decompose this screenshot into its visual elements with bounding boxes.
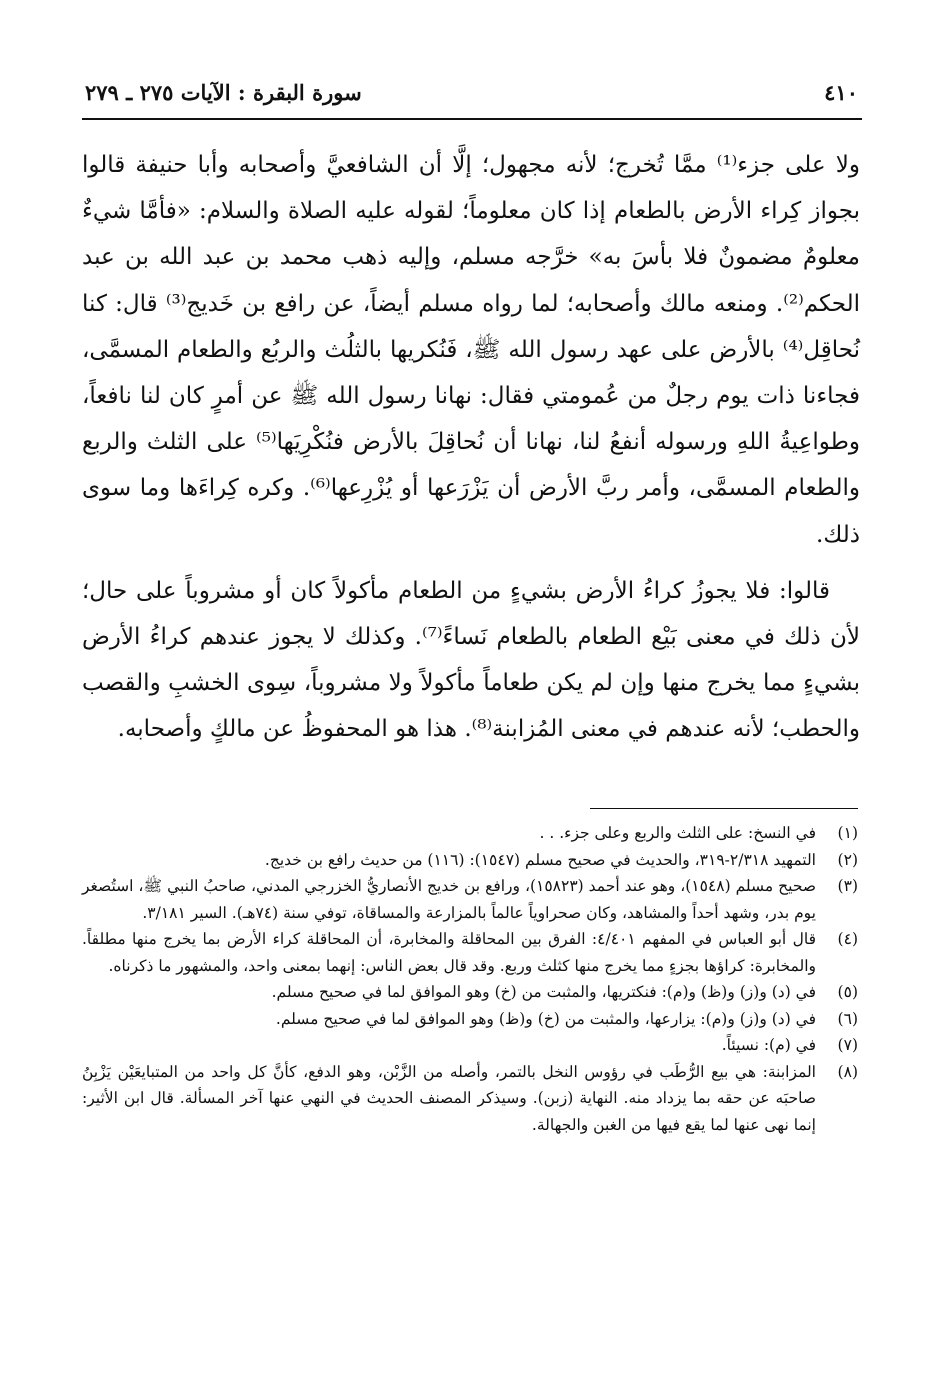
page-header [85, 60, 858, 124]
footnote-text: في النسخ: على الثلث والربع وعلى جزء. . . [539, 824, 816, 842]
footnote [82, 1032, 858, 1059]
footnote-number: (١) [837, 824, 858, 842]
footnote-number: (٦) [837, 1009, 858, 1028]
main-text [82, 142, 860, 753]
footnote-number: (٣) [837, 877, 858, 895]
footnote-number: (٧) [837, 1036, 858, 1054]
footnote-text: في (د) و(ز) و(م): يزارعها، والمثبت من (خ) و(ظ) وهو الموافق لما في صحيح مسلم. [275, 1009, 816, 1028]
footnote [82, 847, 858, 874]
paragraph: قالوا: فلا يجوزُ كراءُ الأرض بشيءٍ من الطعام مأكولاً كان أو مشروباً على حال؛ لأن ذلك في معنى بَيْع الطعام بالطعام نَساءً⁽⁷⁾. وكذلك لا يجوز عندهم كراءُ الأرض بشيءٍ مما يخرج منها وإن لم يكن طعاماً مأكولاً ولا مشروباً، سِوى الخشبِ والقصب والحطب؛ لأنه عندهم في معنى المُزابنة⁽⁸⁾. هذا هو المحفوظُ عن مالكٍ وأصحابه. [82, 577, 860, 743]
footnote [82, 979, 858, 1006]
footnote [82, 820, 858, 847]
footnote-number: (٤) [837, 930, 858, 948]
footnote [82, 873, 858, 926]
paragraph: ولا على جزء⁽¹⁾ ممَّا تُخرج؛ لأنه مجهول؛ إلَّا أن الشافعيَّ وأصحابه وأبا حنيفة قالوا بجواز كِراء الأرض بالطعام إذا كان معلوماً؛ لقوله عليه الصلاة والسلام: «فأمَّا شيءٌ معلومٌ مضمونٌ فلا بأسَ به» خرَّجه مسلم، وإليه ذهب محمد بن عبد الله بن عبد الحكم⁽²⁾. ومنعه مالك وأصحابه؛ لما رواه مسلم أيضاً، عن رافع بن خَديج⁽³⁾ قال: كنا نُحاقِل⁽⁴⁾ بالأرض على عهد رسول الله ﷺ، فَنُكريها بالثلُث والربُع والطعام المسمَّى، فجاءنا ذات يوم رجلٌ من عُمومتي فقال: نهانا رسول الله ﷺ عن أمرٍ كان لنا نافعاً، وطواعِيةُ اللهِ ورسوله أنفعُ لنا، نهانا أن نُحاقِلَ بالأرض فنُكْرِيَها⁽⁵⁾ على الثلث والربع والطعام المسمَّى، وأمر ربَّ الأرض أن يَزْرَعها أو يُزْرِعها⁽⁶⁾. وكره كِراءَها وما سوى ذلك. [82, 152, 861, 548]
footnote [82, 1059, 858, 1139]
page-number: ٤١٠ [824, 79, 858, 105]
footnote-number: (٥) [837, 983, 858, 1001]
footnote [82, 1006, 858, 1033]
header-rule [82, 118, 862, 120]
footnote-text: المزابنة: هي بيع الرُّطَب في رؤوس النخل بالتمر، وأصله من الزَّبْن، وهو الدفع، كأنَّ كل واحد من المتبايعَيْن يَزْبِنُ صاحبَه عن حقه بما يزداد منه. النهاية (زبن). وسيذكر المصنف الحديث في النهي عنها آخر المسألة. قال ابن الأثير: إنما نهى عنها لما يقع فيها من الغبن والجهالة. [82, 1062, 816, 1134]
footnote-number: (٨) [837, 1062, 858, 1081]
running-title: سورة البقرة : الآيات ٢٧٥ ـ ٢٧٩ [85, 79, 362, 105]
footnote-text: في (م): نسيئاً. [721, 1036, 816, 1054]
footnotes [82, 820, 858, 1138]
footnote-number: (٢) [837, 850, 858, 869]
footnote-text: التمهيد ٢/٣١٨-٣١٩، والحديث في صحيح مسلم (١٥٤٧): (١١٦) من حديث رافع بن خديج. [264, 850, 816, 869]
footnote-text: صحيح مسلم (١٥٤٨)، وهو عند أحمد (١٥٨٢٣)، ورافع بن خديج الأنصاريُّ الخزرجي المدني، صاحبُ النبي ﷺ، استُصغر يوم بدر، وشهد أحداً والمشاهد، وكان صحراوياً عالماً بالمزارعة والمساقاة، توفي سنة (٧٤هـ). السير ٣/١٨١. [82, 877, 816, 922]
footnote-text: في (د) و(ز) و(ظ) و(م): فنكتريها، والمثبت من (خ) وهو الموافق لما في صحيح مسلم. [271, 983, 816, 1001]
footnote-text: قال أبو العباس في المفهم ٤/٤٠١: الفرق بين المحاقلة والمخابرة، أن المحاقلة كراء الأرض بما يخرج منها مطلقاً. والمخابرة: كراؤها بجزءٍ مما يخرج منها كثلث وربع. وقد قال بعض الناس: إنهما بمعنى واحد، والمشهور ما ذكرناه. [82, 930, 816, 975]
footnote-separator [590, 808, 858, 809]
footnote [82, 926, 858, 979]
